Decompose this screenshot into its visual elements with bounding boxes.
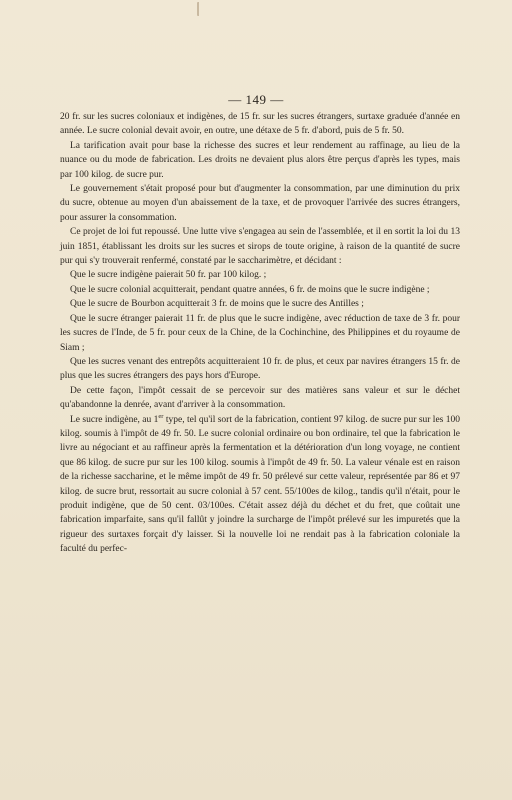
paragraph-11 [60,413,460,557]
paragraph-6: Que le sucre colonial acquitterait, pendant quatre années, 6 fr. de moins que le sucre indigène ; [70,284,430,295]
paragraph-9: Que les sucres venant des entrepôts acquitteraient 10 fr. de plus, et ceux par navires étrangers 15 fr. de plus que les sucres étrangers des pays hors d'Europe. [60,356,460,382]
paragraph-7: Que le sucre de Bourbon acquitterait 3 fr. de moins que le sucre des Antilles ; [70,299,364,310]
paragraph-5: Que le sucre indigène paierait 50 fr. par 100 kilog. ; [70,270,267,281]
paragraph-8: Que le sucre étranger paierait 11 fr. de plus que le sucre indigène, avec réduction de taxe de 3 fr. pour les sucres de l'Inde, de 5 fr. pour ceux de la Chine, de la Cochinchine, des Philippines et du royaume de Siam ; [60,313,460,353]
ink-mark [197,2,202,16]
ordinal-superscript: er [158,412,164,420]
paragraph-2: La tarification avait pour base la richesse des sucres et leur rendement au raffinage, au lieu de la nuance ou du mode de fabrication. Les droits ne devaient plus alors être perçus d'après les types, mais par 100 kilog. de sucre pur. [60,140,460,180]
paragraph-10: De cette façon, l'impôt cessait de se percevoir sur des matières sans valeur et sur le déchet qu'abandonne la denrée, avant d'arriver à la consommation. [60,385,460,411]
body-text [60,110,460,557]
paragraph-4: Ce projet de loi fut repoussé. Une lutte vive s'engagea au sein de l'assemblée, et il en sortit la loi du 13 juin 1851, établissant les droits sur les sucres et sirops de toute origine, à raison de la quantité de sucre pur qui s'y trouverait renfermé, constaté par le saccharimètre, et décidant : [60,227,460,267]
paragraph-3: Le gouvernement s'était proposé pour but d'augmenter la consommation, par une diminution du prix du sucre, obtenue au moyen d'un abaissement de la taxe, et de provoquer l'arrivée des sucres étrangers, pour assurer la consommation. [60,184,460,223]
page-number: — 149 — [228,92,284,107]
paragraph-1: 20 fr. sur les sucres coloniaux et indigènes, de 15 fr. sur les sucres étrangers, surtaxe graduée d'année en année. Le sucre colonial devait avoir, en outre, une détaxe de 5 fr. d'abord, puis de 5 fr. 50. [60,112,460,137]
paragraph-11-rest: type, tel qu'il sort de la fabrication, contient 97 kilog. de sucre pur sur les 100 kilog. soumis à l'impôt de 49 fr. 50. Le sucre colonial ordinaire ou bon ordinaire, tel que la fabrication le livre au négociant et au raffineur après la fermentation et la détérioration d'un long voyage, ne contient que 86 kilog. de sucre pur sur les 100 kilog. soumis à l'impôt de 49 fr. 50. La valeur vénale est en raison de la richesse saccharine, et le même impôt de 49 fr. 50 prélevé sur cette valeur, représentée par 86 et 97 kilog. de sucre brut, ressortait au sucre colonial à 57 cent. 55/100es de kilog., tandis qu'il n'était, pour le produit indigène, que de 50 cent. 03/100es. C'était assez déjà du déchet et du fret, que coûtait une fabrication imparfaite, sans qu'il fallût y joindre la surcharge de l'impôt prélevé sur les impuretés que la rigueur des surtaxes forçait d'y laisser. Si la nouvelle loi ne rendait pas à la fabrication coloniale la faculté du perfec- [60,414,460,555]
paragraph-11-start: Le sucre indigène, au 1 [70,414,159,425]
